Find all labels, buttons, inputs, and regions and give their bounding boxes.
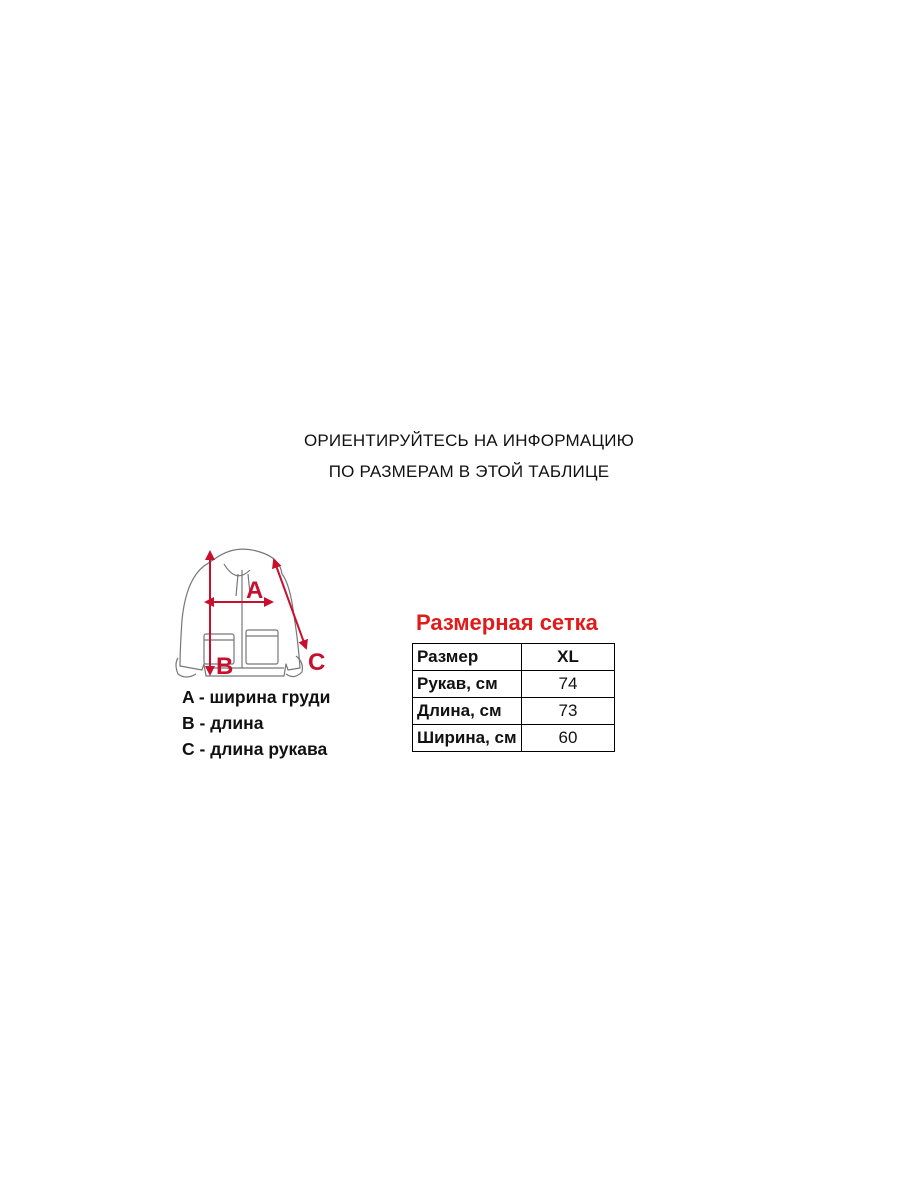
size-table bbox=[412, 643, 615, 752]
table-header-row bbox=[413, 644, 615, 671]
table-row bbox=[413, 725, 615, 752]
label-a: A bbox=[246, 577, 264, 604]
right-pocket bbox=[246, 630, 278, 664]
jacket-measurement-diagram bbox=[160, 540, 340, 690]
intro-text bbox=[0, 425, 900, 487]
legend-item-b: B - длина bbox=[182, 713, 264, 733]
intro-line-1: ОРИЕНТИРУЙТЕСЬ НА ИНФОРМАЦИЮ bbox=[303, 431, 635, 450]
measurement-legend bbox=[182, 684, 330, 762]
row-value-width: 60 bbox=[522, 725, 615, 752]
row-value-length: 73 bbox=[522, 698, 615, 725]
table-row bbox=[413, 698, 615, 725]
header-size-value: XL bbox=[522, 644, 615, 671]
intro-line-2: ПО РАЗМЕРАМ В ЭТОЙ ТАБЛИЦЕ bbox=[328, 462, 610, 481]
pocket-flaps bbox=[204, 636, 278, 640]
size-table-title: Размерная сетка bbox=[416, 610, 598, 635]
legend-item-c: C - длина рукава bbox=[182, 739, 328, 759]
label-c: C bbox=[308, 649, 326, 676]
table-row bbox=[413, 671, 615, 698]
legend-item-a: A - ширина груди bbox=[182, 687, 331, 707]
neckline bbox=[224, 564, 250, 576]
row-value-sleeve: 74 bbox=[522, 671, 615, 698]
row-label-width: Ширина, см bbox=[413, 725, 522, 752]
header-size-label: Размер bbox=[413, 644, 522, 671]
label-b: B bbox=[216, 653, 234, 680]
row-label-sleeve: Рукав, см bbox=[413, 671, 522, 698]
row-label-length: Длина, см bbox=[413, 698, 522, 725]
sleeve-length-arrow bbox=[274, 560, 306, 648]
